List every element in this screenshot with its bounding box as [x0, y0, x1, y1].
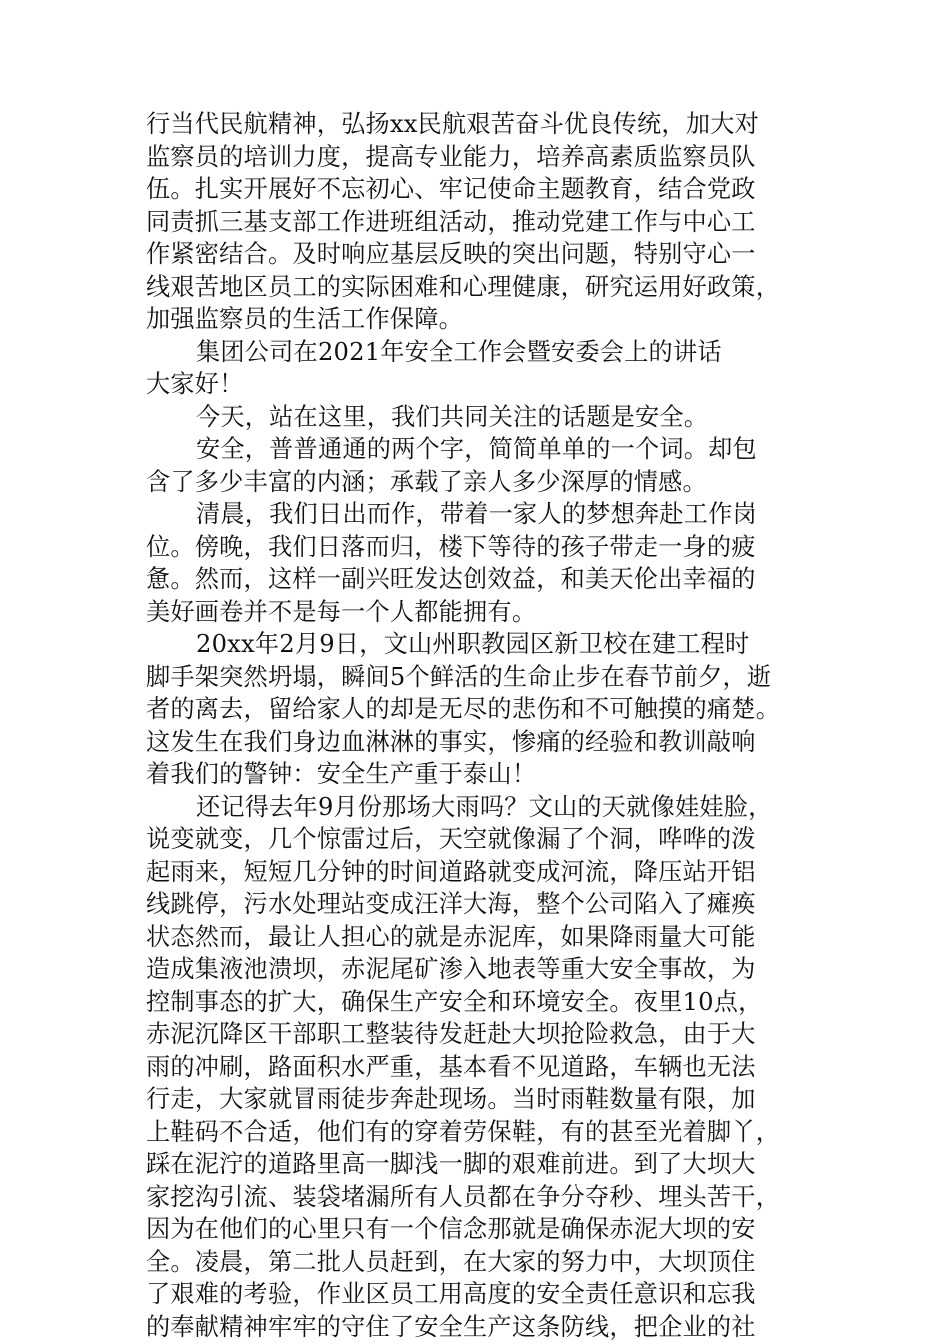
text-line: 线艰苦地区员工的实际困难和心理健康，研究运用好政策， [146, 272, 781, 301]
text-line: 伍。扎实开展好不忘初心、牢记使命主题教育，结合党政 [146, 175, 756, 203]
text-line: 的奉献精神牢牢的守住了安全生产这条防线，把企业的社 [146, 1312, 756, 1341]
text-line: 家挖沟引流、装袋堵漏所有人员都在争分夺秒、埋头苦干， [146, 1182, 781, 1211]
text-line: 今天，站在这里，我们共同关注的话题是安全。 [196, 402, 709, 431]
text-line: 了艰难的考验，作业区员工用高度的安全责任意识和忘我 [146, 1280, 756, 1308]
text-line: 因为在他们的心里只有一个信念那就是确保赤泥大坝的安 [146, 1215, 756, 1243]
text-line: 20xx年2月9日，文山州职教园区新卫校在建工程时 [196, 630, 750, 658]
text-line: 清晨，我们日出而作，带着一家人的梦想奔赴工作岗 [196, 500, 757, 528]
text-line: 说变就变，几个惊雷过后，天空就像漏了个洞，哗哗的泼 [146, 825, 756, 853]
text-line: 赤泥沉降区干部职工整装待发赶赴大坝抢险救急，由于大 [146, 1020, 756, 1048]
text-line: 加强监察员的生活工作保障。 [146, 305, 464, 333]
text-line: 踩在泥泞的道路里高一脚浅一脚的艰难前进。到了大坝大 [146, 1150, 756, 1178]
text-line: 起雨来，短短几分钟的时间道路就变成河流，降压站开铝 [146, 857, 756, 886]
text-line: 造成集液池溃坝，赤泥尾矿渗入地表等重大安全事故，为 [146, 955, 756, 983]
text-line: 行走，大家就冒雨徒步奔赴现场。当时雨鞋数量有限，加 [146, 1085, 756, 1113]
text-line: 线跳停，污水处理站变成汪洋大海，整个公司陷入了瘫痪 [146, 890, 756, 918]
text-line: 者的离去，留给家人的却是无尽的悲伤和不可触摸的痛楚。 [146, 695, 781, 723]
text-line: 上鞋码不合适，他们有的穿着劳保鞋，有的甚至光着脚丫， [146, 1117, 781, 1146]
text-line: 着我们的警钟：安全生产重于泰山！ [146, 760, 537, 788]
text-line: 美好画卷并不是每一个人都能拥有。 [146, 597, 537, 626]
text-line: 安全，普普通通的两个字，简简单单的一个词。却包 [196, 435, 757, 463]
text-line: 监察员的培训力度，提高专业能力，培养高素质监察员队 [146, 142, 756, 171]
text-line: 位。傍晚，我们日落而归，楼下等待的孩子带走一身的疲 [146, 532, 756, 561]
greeting: 大家好！ [146, 370, 244, 398]
text-line: 全。凌晨，第二批人员赶到，在大家的努力中，大坝顶住 [146, 1247, 756, 1276]
text-line: 含了多少丰富的内涵；承载了亲人多少深厚的情感。 [146, 467, 707, 496]
text-line: 还记得去年9月份那场大雨吗？文山的天就像娃娃脸， [196, 792, 773, 821]
text-line: 这发生在我们身边血淋淋的事实，惨痛的经验和教训敲响 [146, 727, 756, 756]
text-line: 惫。然而，这样一副兴旺发达创效益，和美天伦出幸福的 [146, 565, 756, 593]
text-line: 同责抓三基支部工作进班组活动，推动党建工作与中心工 [146, 207, 756, 236]
text-line: 状态然而，最让人担心的就是赤泥库，如果降雨量大可能 [146, 922, 756, 951]
text-line: 作紧密结合。及时响应基层反映的突出问题，特别守心一 [146, 240, 756, 268]
speech-title: 集团公司在2021年安全工作会暨安委会上的讲话 [196, 337, 722, 366]
text-line: 脚手架突然坍塌，瞬间5个鲜活的生命止步在春节前夕，逝 [146, 662, 772, 691]
text-line: 控制事态的扩大，确保生产安全和环境安全。夜里10点， [146, 987, 763, 1016]
text-line: 雨的冲刷，路面积水严重，基本看不见道路，车辆也无法 [146, 1052, 756, 1081]
text-line: 行当代民航精神，弘扬xx民航艰苦奋斗优良传统，加大对 [146, 110, 759, 138]
